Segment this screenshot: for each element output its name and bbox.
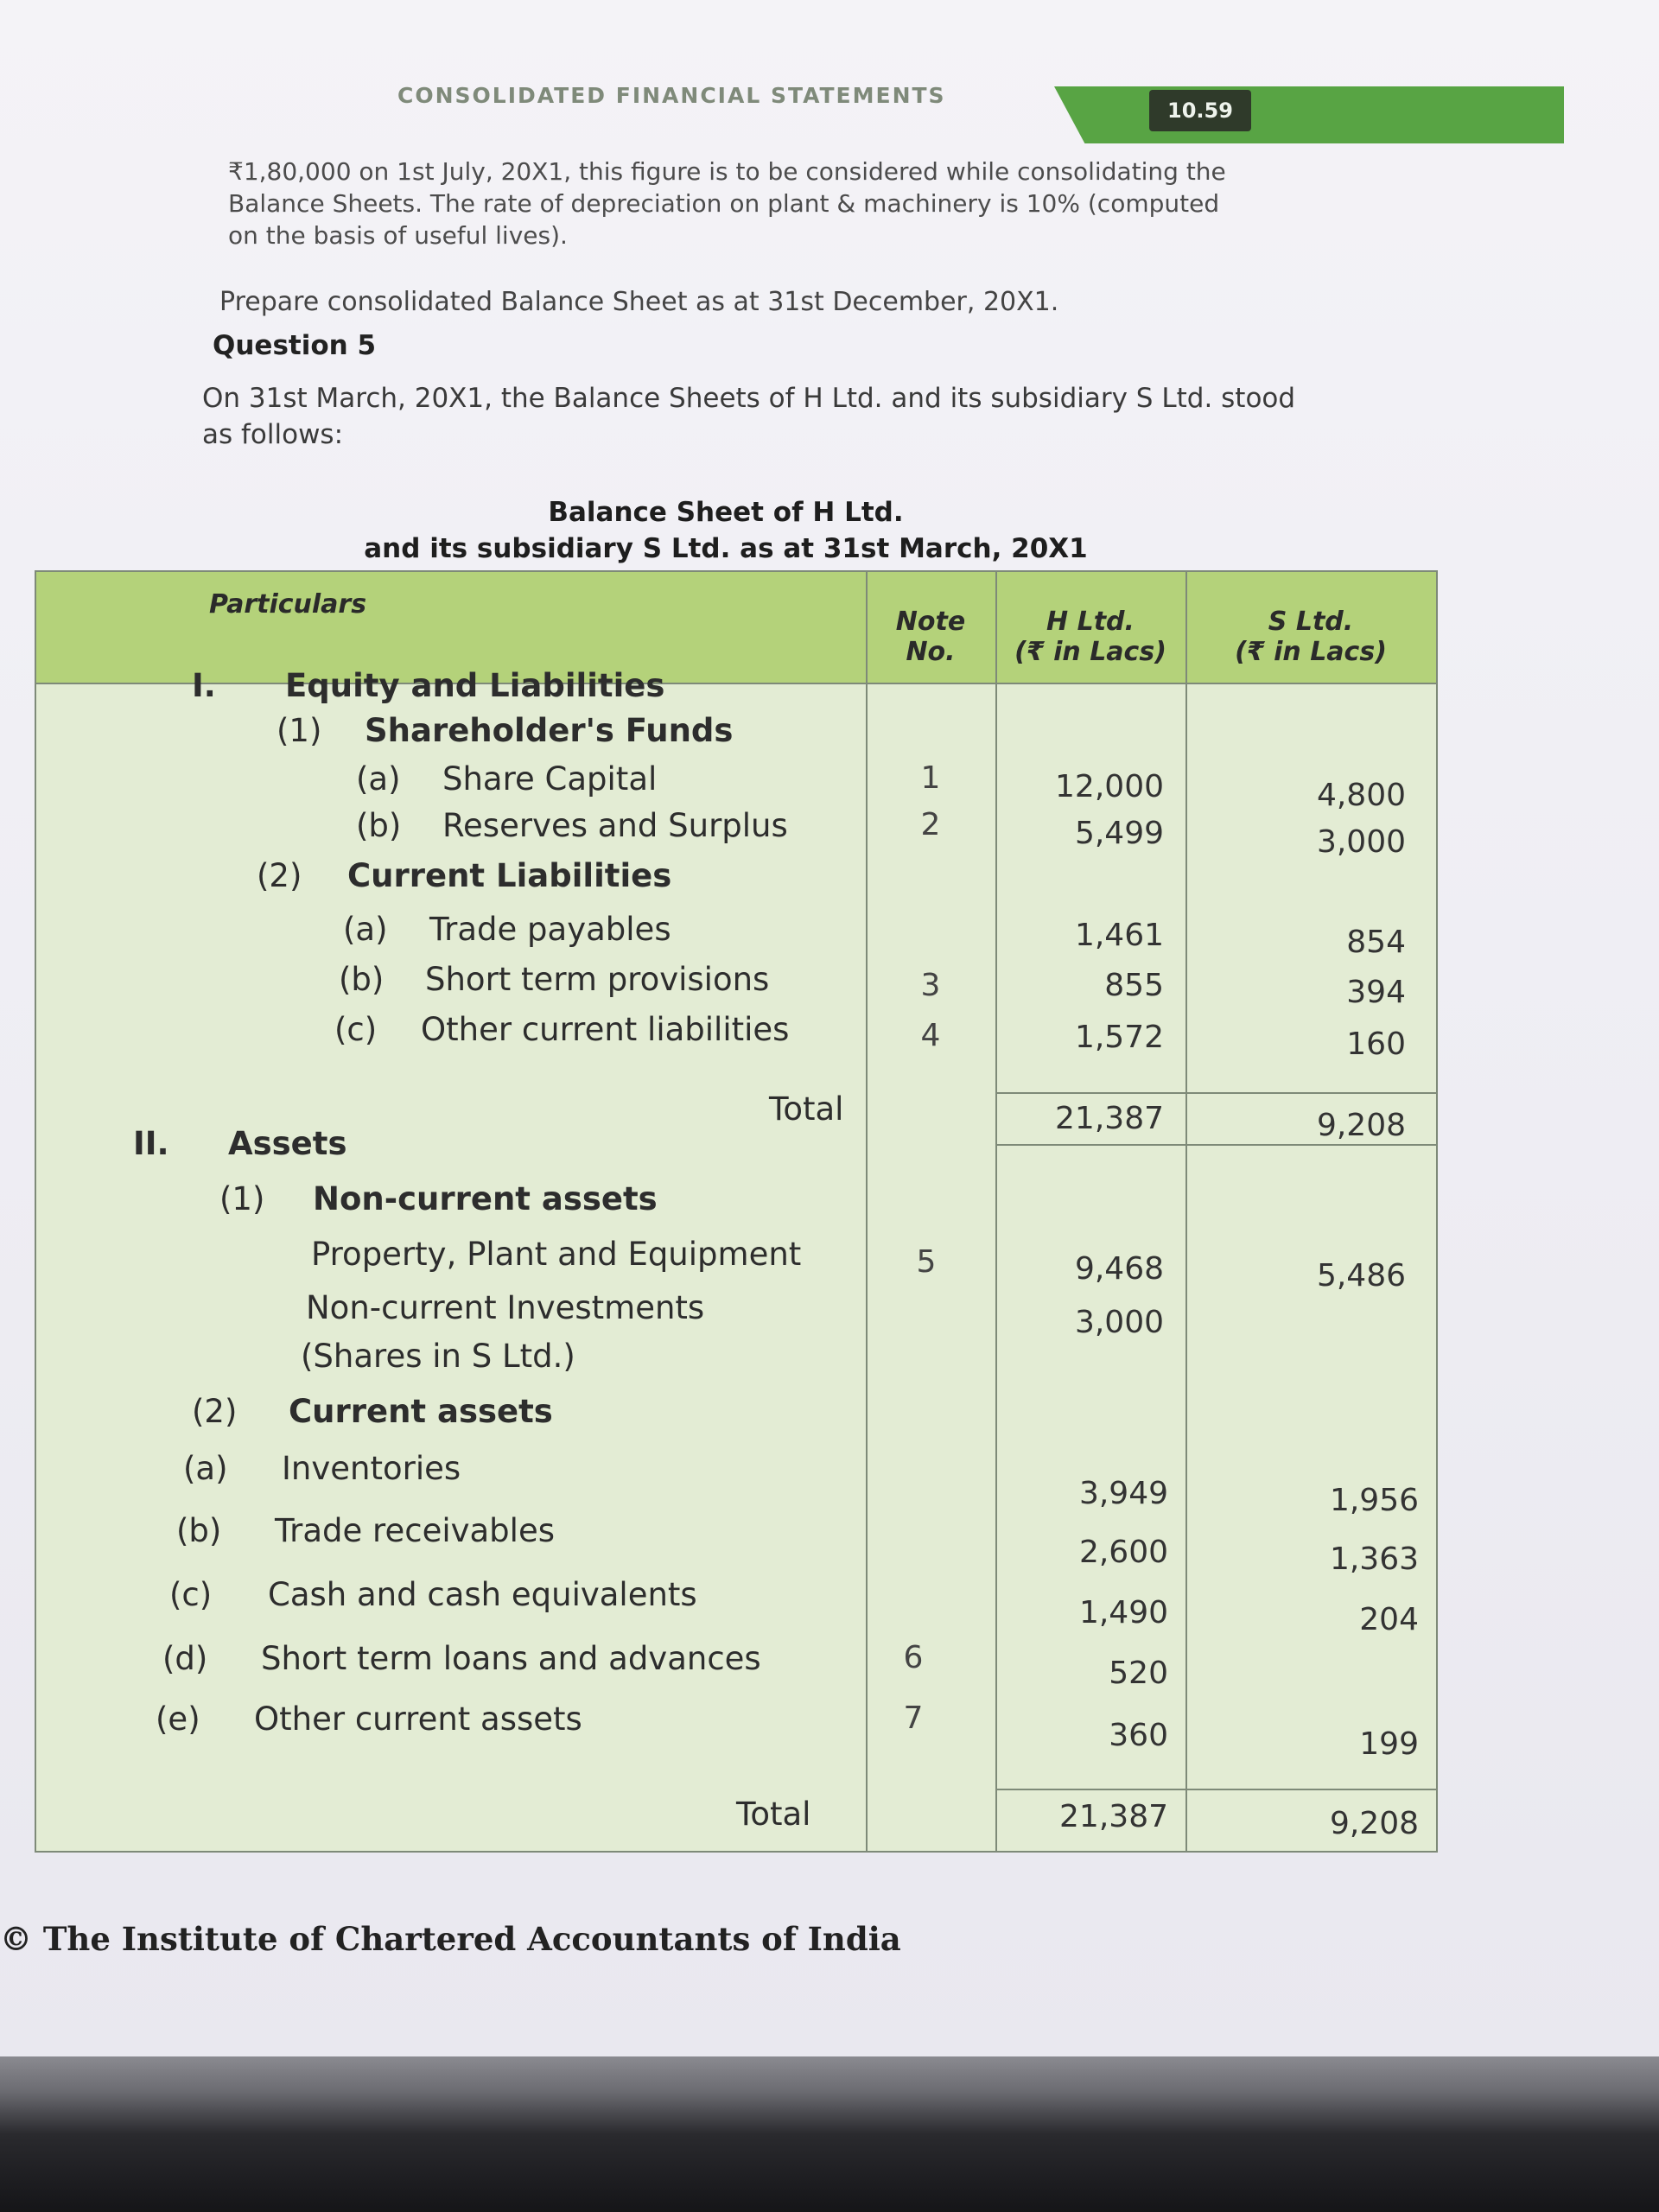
row-marker: (a) (356, 760, 401, 798)
total-h-value: 21,387 (1059, 1799, 1168, 1834)
table-title-line-1: Balance Sheet of H Ltd. (548, 497, 904, 528)
row-marker: (a) (343, 911, 388, 948)
row-h-value: 520 (1109, 1656, 1168, 1691)
row-h-value: 2,600 (1078, 1535, 1168, 1570)
row-marker: (c) (334, 1011, 378, 1048)
row-label: Reserves and Surplus (442, 807, 788, 844)
row-h-value: 360 (1109, 1718, 1168, 1753)
row-s-value: 1,956 (1329, 1483, 1419, 1518)
row-marker: (2) (192, 1393, 238, 1430)
question-text: On 31st March, 20X1, the Balance Sheets of H Ltd. and its subsidiary S Ltd. stood as follows: (202, 383, 1296, 450)
running-header (397, 83, 1564, 143)
row-s-value: 1,363 (1329, 1541, 1419, 1577)
total-label: Total (736, 1796, 811, 1833)
row-marker: (1) (276, 712, 322, 749)
row-marker: (a) (183, 1450, 228, 1487)
row-label: Cash and cash equivalents (268, 1576, 697, 1613)
row-marker: (d) (162, 1640, 208, 1677)
header-s-ltd (1185, 607, 1436, 667)
header-particulars: Particulars (209, 589, 367, 620)
row-marker: (b) (339, 961, 385, 998)
row-s-value: 394 (1346, 975, 1406, 1010)
column-divider (995, 572, 997, 1851)
row-marker: (b) (176, 1512, 222, 1549)
intro-paragraph: ₹1,80,000 on 1st July, 20X1, this figure is to be considered while consolidating the Balance Sheets. The rate of depreciation on plant & machinery is 10% (computed on the basis of useful lives). (228, 157, 1226, 250)
total-h-value: 21,387 (1055, 1101, 1164, 1136)
row-note: 1 (920, 760, 941, 796)
table-title-line-2: and its subsidiary S Ltd. as at 31st March, 20X1 (364, 533, 1088, 564)
header-h-ltd-line-1: H Ltd. (1046, 607, 1135, 637)
total-rule (995, 1789, 1436, 1790)
header-h-ltd-line-2: (₹ in Lacs) (1014, 637, 1166, 667)
row-label: Inventories (282, 1450, 461, 1487)
total-rule (995, 1144, 1436, 1146)
header-note-line-1: Note (895, 607, 966, 637)
row-label: Short term provisions (425, 961, 770, 998)
row-marker: (b) (356, 807, 402, 844)
header-accent-band (1054, 86, 1564, 143)
row-s-value: 854 (1346, 925, 1406, 960)
row-label: Non-current assets (313, 1180, 658, 1217)
header-note-no (866, 607, 995, 667)
row-h-value: 1,461 (1074, 918, 1164, 953)
total-s-value: 9,208 (1329, 1806, 1419, 1841)
row-s-value: 3,000 (1316, 824, 1406, 860)
row-marker: (c) (169, 1576, 213, 1613)
screen-bezel (0, 2056, 1659, 2212)
header-h-ltd (995, 607, 1185, 667)
row-h-value: 12,000 (1055, 769, 1164, 804)
total-rule (995, 1092, 1436, 1094)
header-s-ltd-line-1: S Ltd. (1268, 607, 1354, 637)
row-label: Trade payables (429, 911, 671, 948)
row-marker: I. (192, 667, 216, 704)
row-h-value: 1,490 (1078, 1595, 1168, 1630)
total-s-value: 9,208 (1316, 1108, 1406, 1143)
row-label: Other current assets (254, 1700, 582, 1738)
row-note: 4 (920, 1018, 941, 1053)
row-h-value: 9,468 (1074, 1251, 1164, 1287)
row-note: 5 (916, 1244, 937, 1280)
header-note-line-2: No. (906, 637, 956, 667)
row-note: 6 (903, 1640, 924, 1675)
row-label: Non-current Investments (306, 1289, 705, 1326)
row-h-value: 5,499 (1074, 816, 1164, 851)
row-label: Assets (228, 1125, 347, 1162)
row-label: Current Liabilities (347, 857, 672, 894)
page-number: 10.59 (1149, 90, 1251, 131)
row-label: Current assets (289, 1393, 553, 1430)
row-marker: (2) (257, 857, 302, 894)
question-heading: Question 5 (213, 330, 377, 361)
row-label: Property, Plant and Equipment (311, 1236, 802, 1273)
row-note: 3 (920, 968, 941, 1003)
instruction-text: Prepare consolidated Balance Sheet as at 31st December, 20X1. (219, 287, 1059, 317)
total-label: Total (769, 1090, 844, 1128)
column-divider (1185, 572, 1187, 1851)
row-note: 7 (903, 1700, 924, 1736)
row-s-value: 4,800 (1316, 778, 1406, 813)
row-h-value: 3,000 (1074, 1305, 1164, 1340)
row-s-value: 199 (1359, 1726, 1419, 1762)
row-label: Share Capital (442, 760, 658, 798)
row-h-value: 3,949 (1078, 1476, 1168, 1511)
row-marker: (e) (156, 1700, 200, 1738)
row-note: 2 (920, 807, 941, 842)
balance-sheet-table (35, 570, 1438, 1853)
column-divider (866, 572, 868, 1851)
row-marker: (1) (219, 1180, 265, 1217)
row-s-value: 204 (1359, 1602, 1419, 1637)
row-marker: II. (133, 1125, 169, 1162)
table-title (259, 494, 1192, 567)
row-h-value: 855 (1104, 968, 1164, 1003)
row-label: Short term loans and advances (261, 1640, 761, 1677)
row-label: Shareholder's Funds (365, 712, 734, 749)
row-s-value: 5,486 (1316, 1258, 1406, 1294)
row-s-value: 160 (1346, 1027, 1406, 1062)
row-label: Trade receivables (275, 1512, 555, 1549)
row-label: (Shares in S Ltd.) (301, 1338, 575, 1375)
chapter-title: CONSOLIDATED FINANCIAL STATEMENTS (397, 83, 946, 108)
row-h-value: 1,572 (1074, 1020, 1164, 1055)
row-label: Equity and Liabilities (285, 667, 665, 704)
copyright-footer: © The Institute of Chartered Accountants of India (0, 1920, 901, 1958)
row-label: Other current liabilities (421, 1011, 790, 1048)
header-s-ltd-line-2: (₹ in Lacs) (1235, 637, 1387, 667)
